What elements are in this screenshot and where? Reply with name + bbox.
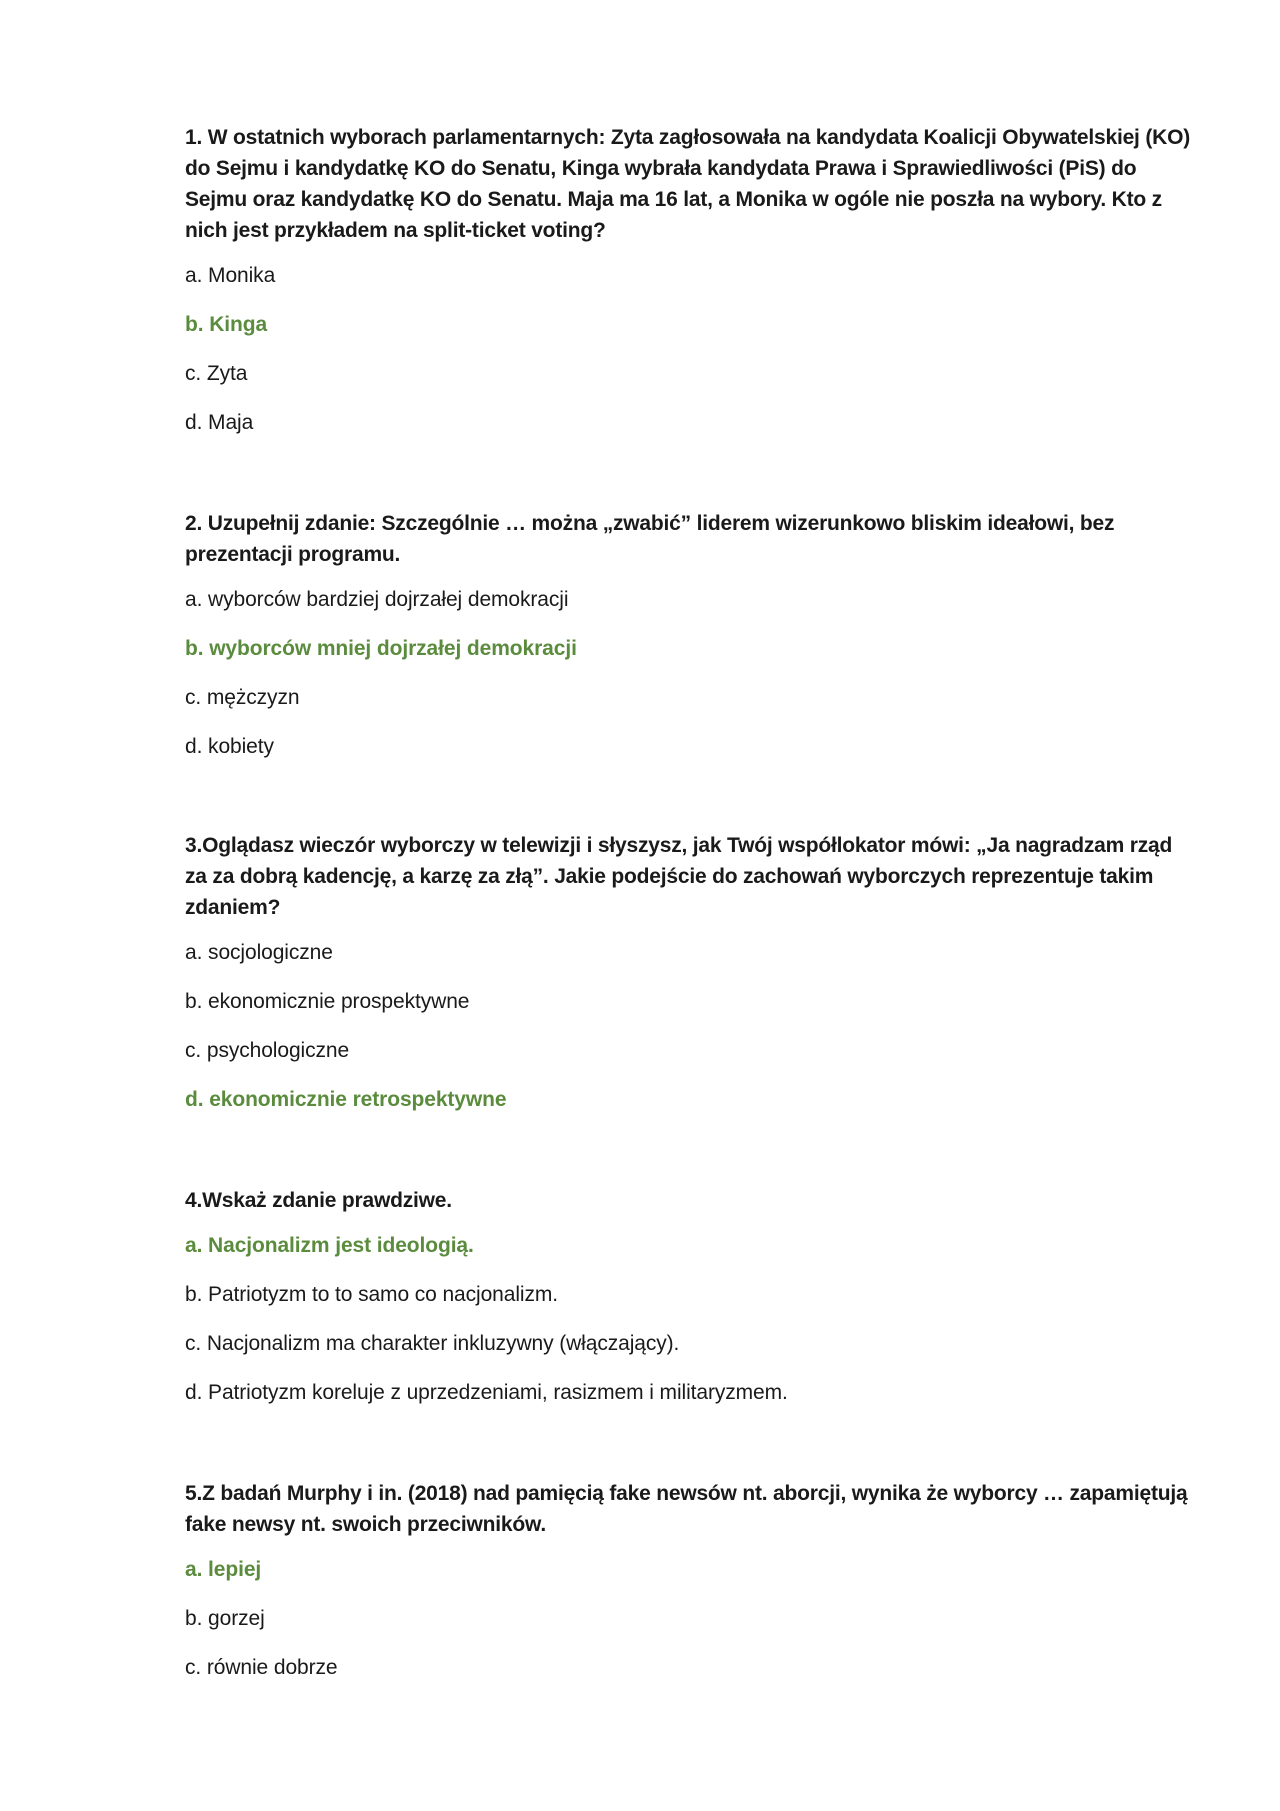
answer-option-correct: b. Kinga [185, 313, 268, 336]
answer-option: b. Patriotyzm to to samo co nacjonalizm. [185, 1283, 558, 1306]
answer-option: b. gorzej [185, 1607, 265, 1630]
answer-option: b. ekonomicznie prospektywne [185, 990, 470, 1013]
question-block-2 [185, 508, 1195, 780]
question-text: 3.Oglądasz wieczór wyborczy w telewizji i słyszysz, jak Twój współlokator mówi: „Ja nagradzam rząd za za dobrą kadencję, a karzę za złą”. Jakie podejście do zachowań wyborczych reprezentuje takim zdaniem? [185, 834, 1173, 919]
answer-list [185, 584, 1195, 780]
question-block-4 [185, 1185, 1195, 1426]
answer-option-correct: a. lepiej [185, 1558, 262, 1581]
answer-option: c. psychologiczne [185, 1039, 350, 1062]
answer-option: d. Maja [185, 411, 254, 434]
answer-list [185, 260, 1195, 456]
question-text: 2. Uzupełnij zdanie: Szczególnie … można „zwabić” liderem wizerunkowo bliskim ideałowi, bez prezentacji programu. [185, 512, 1115, 566]
answer-list [185, 1230, 1195, 1426]
question-text: 4.Wskaż zdanie prawdziwe. [185, 1189, 452, 1212]
answer-option: c. Nacjonalizm ma charakter inkluzywny (włączający). [185, 1332, 680, 1355]
answer-list [185, 1554, 1195, 1701]
answer-option-correct: b. wyborców mniej dojrzałej demokracji [185, 637, 577, 660]
answer-option: c. Zyta [185, 362, 248, 385]
answer-option-correct: a. Nacjonalizm jest ideologią. [185, 1234, 474, 1257]
question-text: 5.Z badań Murphy i in. (2018) nad pamięcią fake newsów nt. aborcji, wynika że wyborcy … zapamiętują fake newsy nt. swoich przeciwników. [185, 1482, 1188, 1536]
question-block-3 [185, 830, 1195, 1133]
answer-option: a. wyborców bardziej dojrzałej demokracji [185, 588, 569, 611]
answer-option: d. kobiety [185, 735, 274, 758]
answer-option: d. Patriotyzm koreluje z uprzedzeniami, rasizmem i militaryzmem. [185, 1381, 788, 1404]
answer-list [185, 937, 1195, 1133]
question-text: 1. W ostatnich wyborach parlamentarnych: Zyta zagłosowała na kandydata Koalicji Obywatelskiej (KO) do Sejmu i kandydatkę KO do Senatu, Kinga wybrała kandydata Prawa i Sprawiedliwości (PiS) do Sejmu oraz kandydatkę KO do Senatu. Maja ma 16 lat, a Monika w ogóle nie poszła na wybory. Kto z nich jest przykładem na split-ticket voting? [185, 126, 1191, 242]
answer-option: c. mężczyzn [185, 686, 300, 709]
answer-option-correct: d. ekonomicznie retrospektywne [185, 1088, 507, 1111]
answer-option: c. równie dobrze [185, 1656, 338, 1679]
answer-option: a. socjologiczne [185, 941, 333, 964]
question-block-5 [185, 1478, 1195, 1701]
question-block-1 [185, 122, 1195, 456]
answer-option: a. Monika [185, 264, 276, 287]
